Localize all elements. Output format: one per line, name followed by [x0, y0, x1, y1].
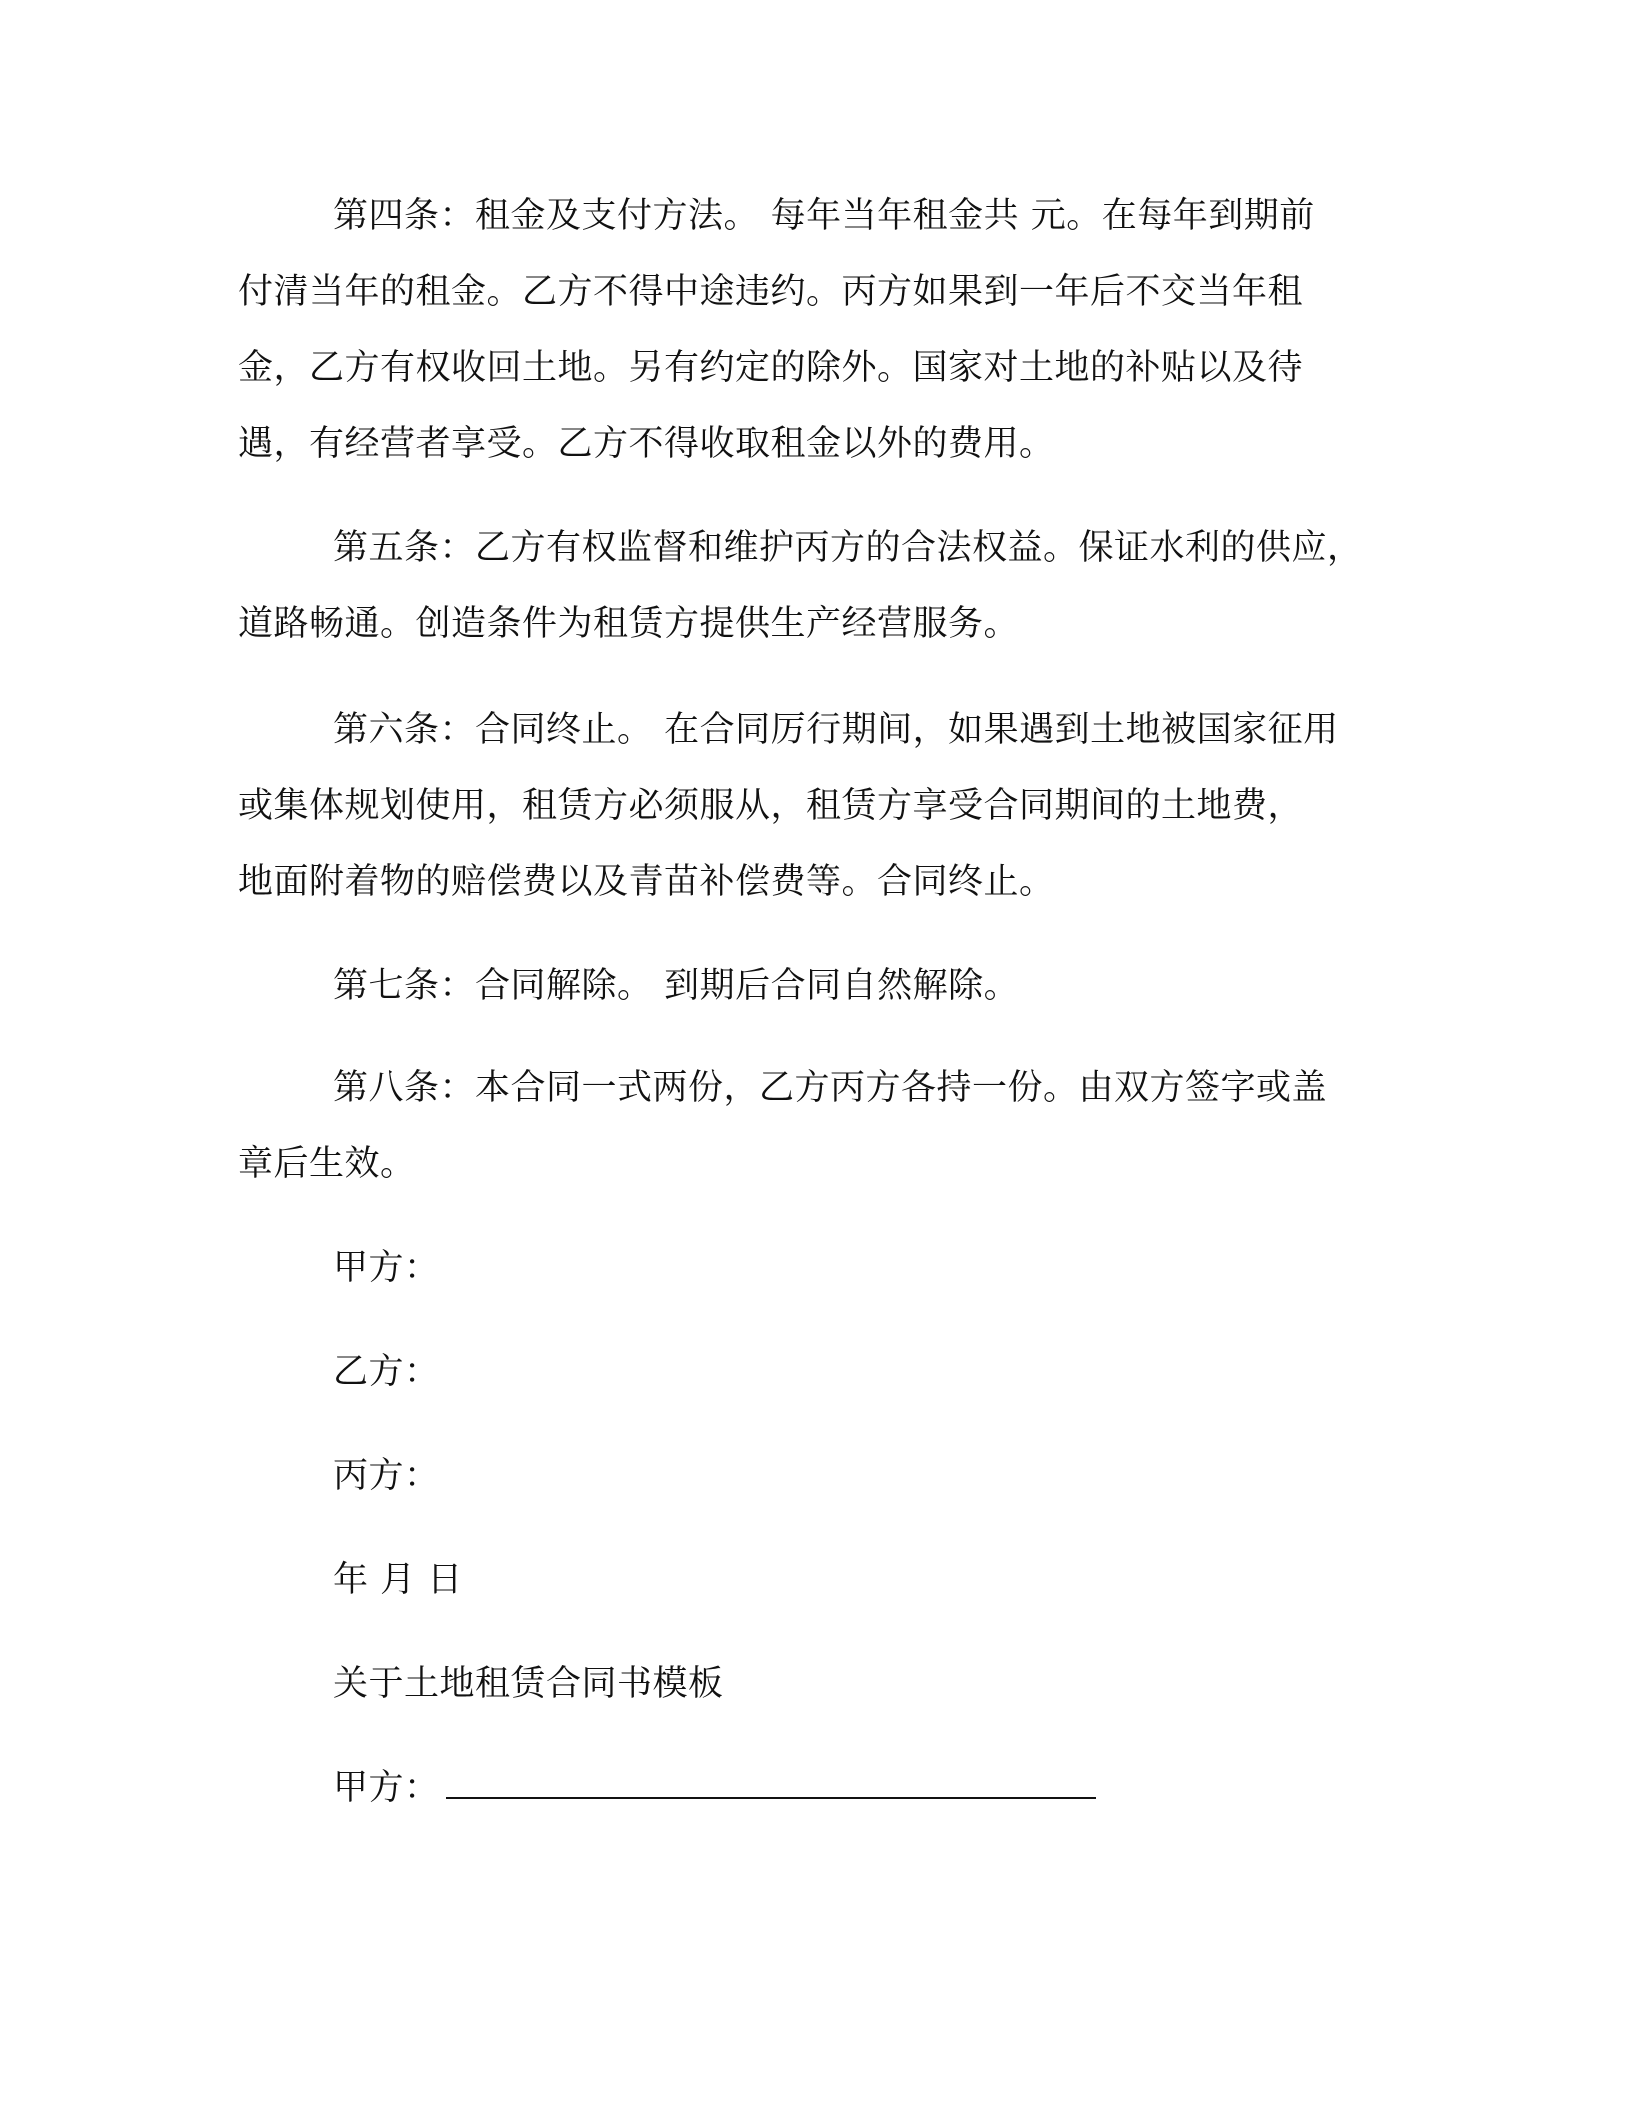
next-party-a-row: [333, 1768, 1096, 1808]
article-6-line-2: 或集体规划使用，租赁方必须服从，租赁方享受合同期间的土地费，: [238, 786, 1304, 826]
article-4-line-2: 付清当年的租金。乙方不得中途违约。丙方如果到一年后不交当年租: [238, 272, 1304, 312]
article-5-line-2: 道路畅通。创造条件为租赁方提供生产经营服务。: [238, 604, 1020, 644]
signature-date: 年 月 日: [333, 1560, 463, 1600]
article-4-line-3: 金，乙方有权收回土地。另有约定的除外。国家对土地的补贴以及待: [238, 348, 1304, 388]
next-document-title: 关于土地租赁合同书模板: [333, 1664, 724, 1704]
article-5-line-1: 第五条：乙方有权监督和维护丙方的合法权益。保证水利的供应，: [333, 528, 1363, 568]
article-6-line-1: 第六条：合同终止。 在合同厉行期间，如果遇到土地被国家征用: [333, 710, 1339, 750]
article-4-line-4: 遇，有经营者享受。乙方不得收取租金以外的费用。: [238, 424, 1055, 464]
signature-party-b: 乙方：: [333, 1352, 440, 1392]
article-7-line-1: 第七条：合同解除。 到期后合同自然解除。: [333, 966, 1020, 1006]
party-a-blank-line: [446, 1769, 1096, 1799]
signature-party-a: 甲方：: [333, 1248, 440, 1288]
next-party-a-label: 甲方：: [333, 1768, 440, 1808]
article-8-line-2: 章后生效。: [238, 1144, 416, 1184]
article-8-line-1: 第八条：本合同一式两份，乙方丙方各持一份。由双方签字或盖: [333, 1068, 1328, 1108]
article-4-line-1: 第四条：租金及支付方法。 每年当年租金共 元。在每年到期前: [333, 196, 1315, 236]
signature-party-c: 丙方：: [333, 1456, 440, 1496]
article-6-line-3: 地面附着物的赔偿费以及青苗补偿费等。合同终止。: [238, 862, 1055, 902]
